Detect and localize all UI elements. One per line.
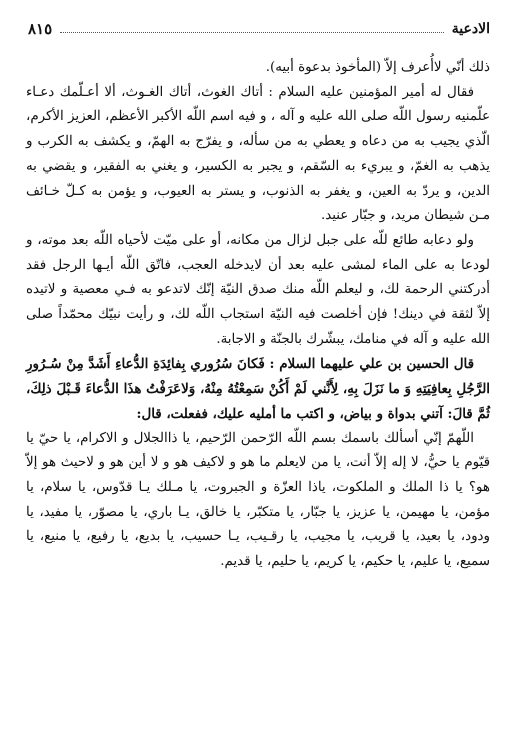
header-dotted-rule (60, 32, 444, 33)
running-title: الادعية (451, 21, 490, 37)
paragraph-al-husayn: قال الحسين بن علي عليهما السلام : فَكانَ سُرُوري بِفائِدَةِ الدُّعاءِ أَشَدَّ مِنْ سُـرُورِ الرَّجُلِ بِعافِيَتِهِ وَ ما نَزَلَ بِهِ، لِأَنَّني لَمْ أَكُنْ سَمِعْتُهُ مِنْهُ، وَلاعَرَفْتُ هذَا الدُّعاءَ قَـبْلَ ذلِكَ، ثُمَّ قالَ: آتني بدواة و بياض، و اكتب ما أمليه عليك، ففعلت، قال: (26, 356, 490, 422)
page-number: ٨١٥ (28, 20, 53, 38)
page-header (28, 16, 490, 38)
paragraph-supplication: اللّهمّ إنّي أسألك باسمك بسم اللّه الرّحمن الرّحيم، يا ذاالجلال و الاكرام، يا حيّ يا قيّوم يا حيُّ، لا إله إلاّ أنت، يا من لايعلم ما هو و لاكيف هو و لا أين هو و لاحيث هو إلاّ هو؟ يا ذا الملك و الملكوت، ياذا العزّة و الجبروت، يا مـلك يـا قدّوس، يا سلام، يا مؤمن، يا مهيمن، يا عزيز، يا جبّار، يا متكبّر، يا خالق، يـا باري، يا مصوّر، يا مفيد، يا ودود، يا بعيد، يا قريب، يا مجيب، يا رقـيب، يـا حسيب، يا بديع، يا رفيع، يا منيع، يا سميع، يا عليم، يا حكيم، يا كريم، يا حليم، يا قديم. (26, 430, 490, 570)
paragraph-amir-al-muminin: فقال له أمير المؤمنين عليه السلام : أتاك الغوث، أتاك الغـوث، ألا أعـلّمك دعـاء علّمنيه رسول اللّه صلى الله عليه و آله ، و فيه اسم اللّه الأكبر الأعظم، العزيز الأكرم، الّذي يجيب به من دعاه و يعطي به من سأله، و يفرّج به الهمّ، و يكشف به الكرب و يذهب به الغمّ، و يبريء به السّقم، و يجبر به الكسير، و يغني به الفقير، و يقضي به الدين، و يردّ به العين، و يغفر به الذنوب، و يستر به العيوب، و يؤمن به كـلّ خـائف مـن شيطان مريد، و جبّار عنيد. (26, 84, 490, 224)
paragraph-conditions: ولو دعابه طائع للّه على جبل لزال من مكانه، أو على ميّت لأحياه اللّه بعد موته، و لودعا به على الماء لمشى عليه بعد أن لايدخله العجب، فاتّق اللّه أيـها الرجل فقد أدركتني الرحمة لك، و ليعلم اللّه منك صدق النيّة إنّك لاتدعو به فـي معصية و لاتيده إلاّ لثقة في دينك! فإن أخلصت فيه النيّة استجاب اللّه لك، و رأيت نبيّك محمّداً صلى الله عليه و آله في منامك، يبشّرك بالجنّة و الاجابة. (26, 232, 490, 347)
paragraph-intro: ذلك أنّي لاأُعرف إلاّ (المأخوذ بدعوة أبيه). (265, 60, 490, 75)
page-body (26, 56, 490, 575)
